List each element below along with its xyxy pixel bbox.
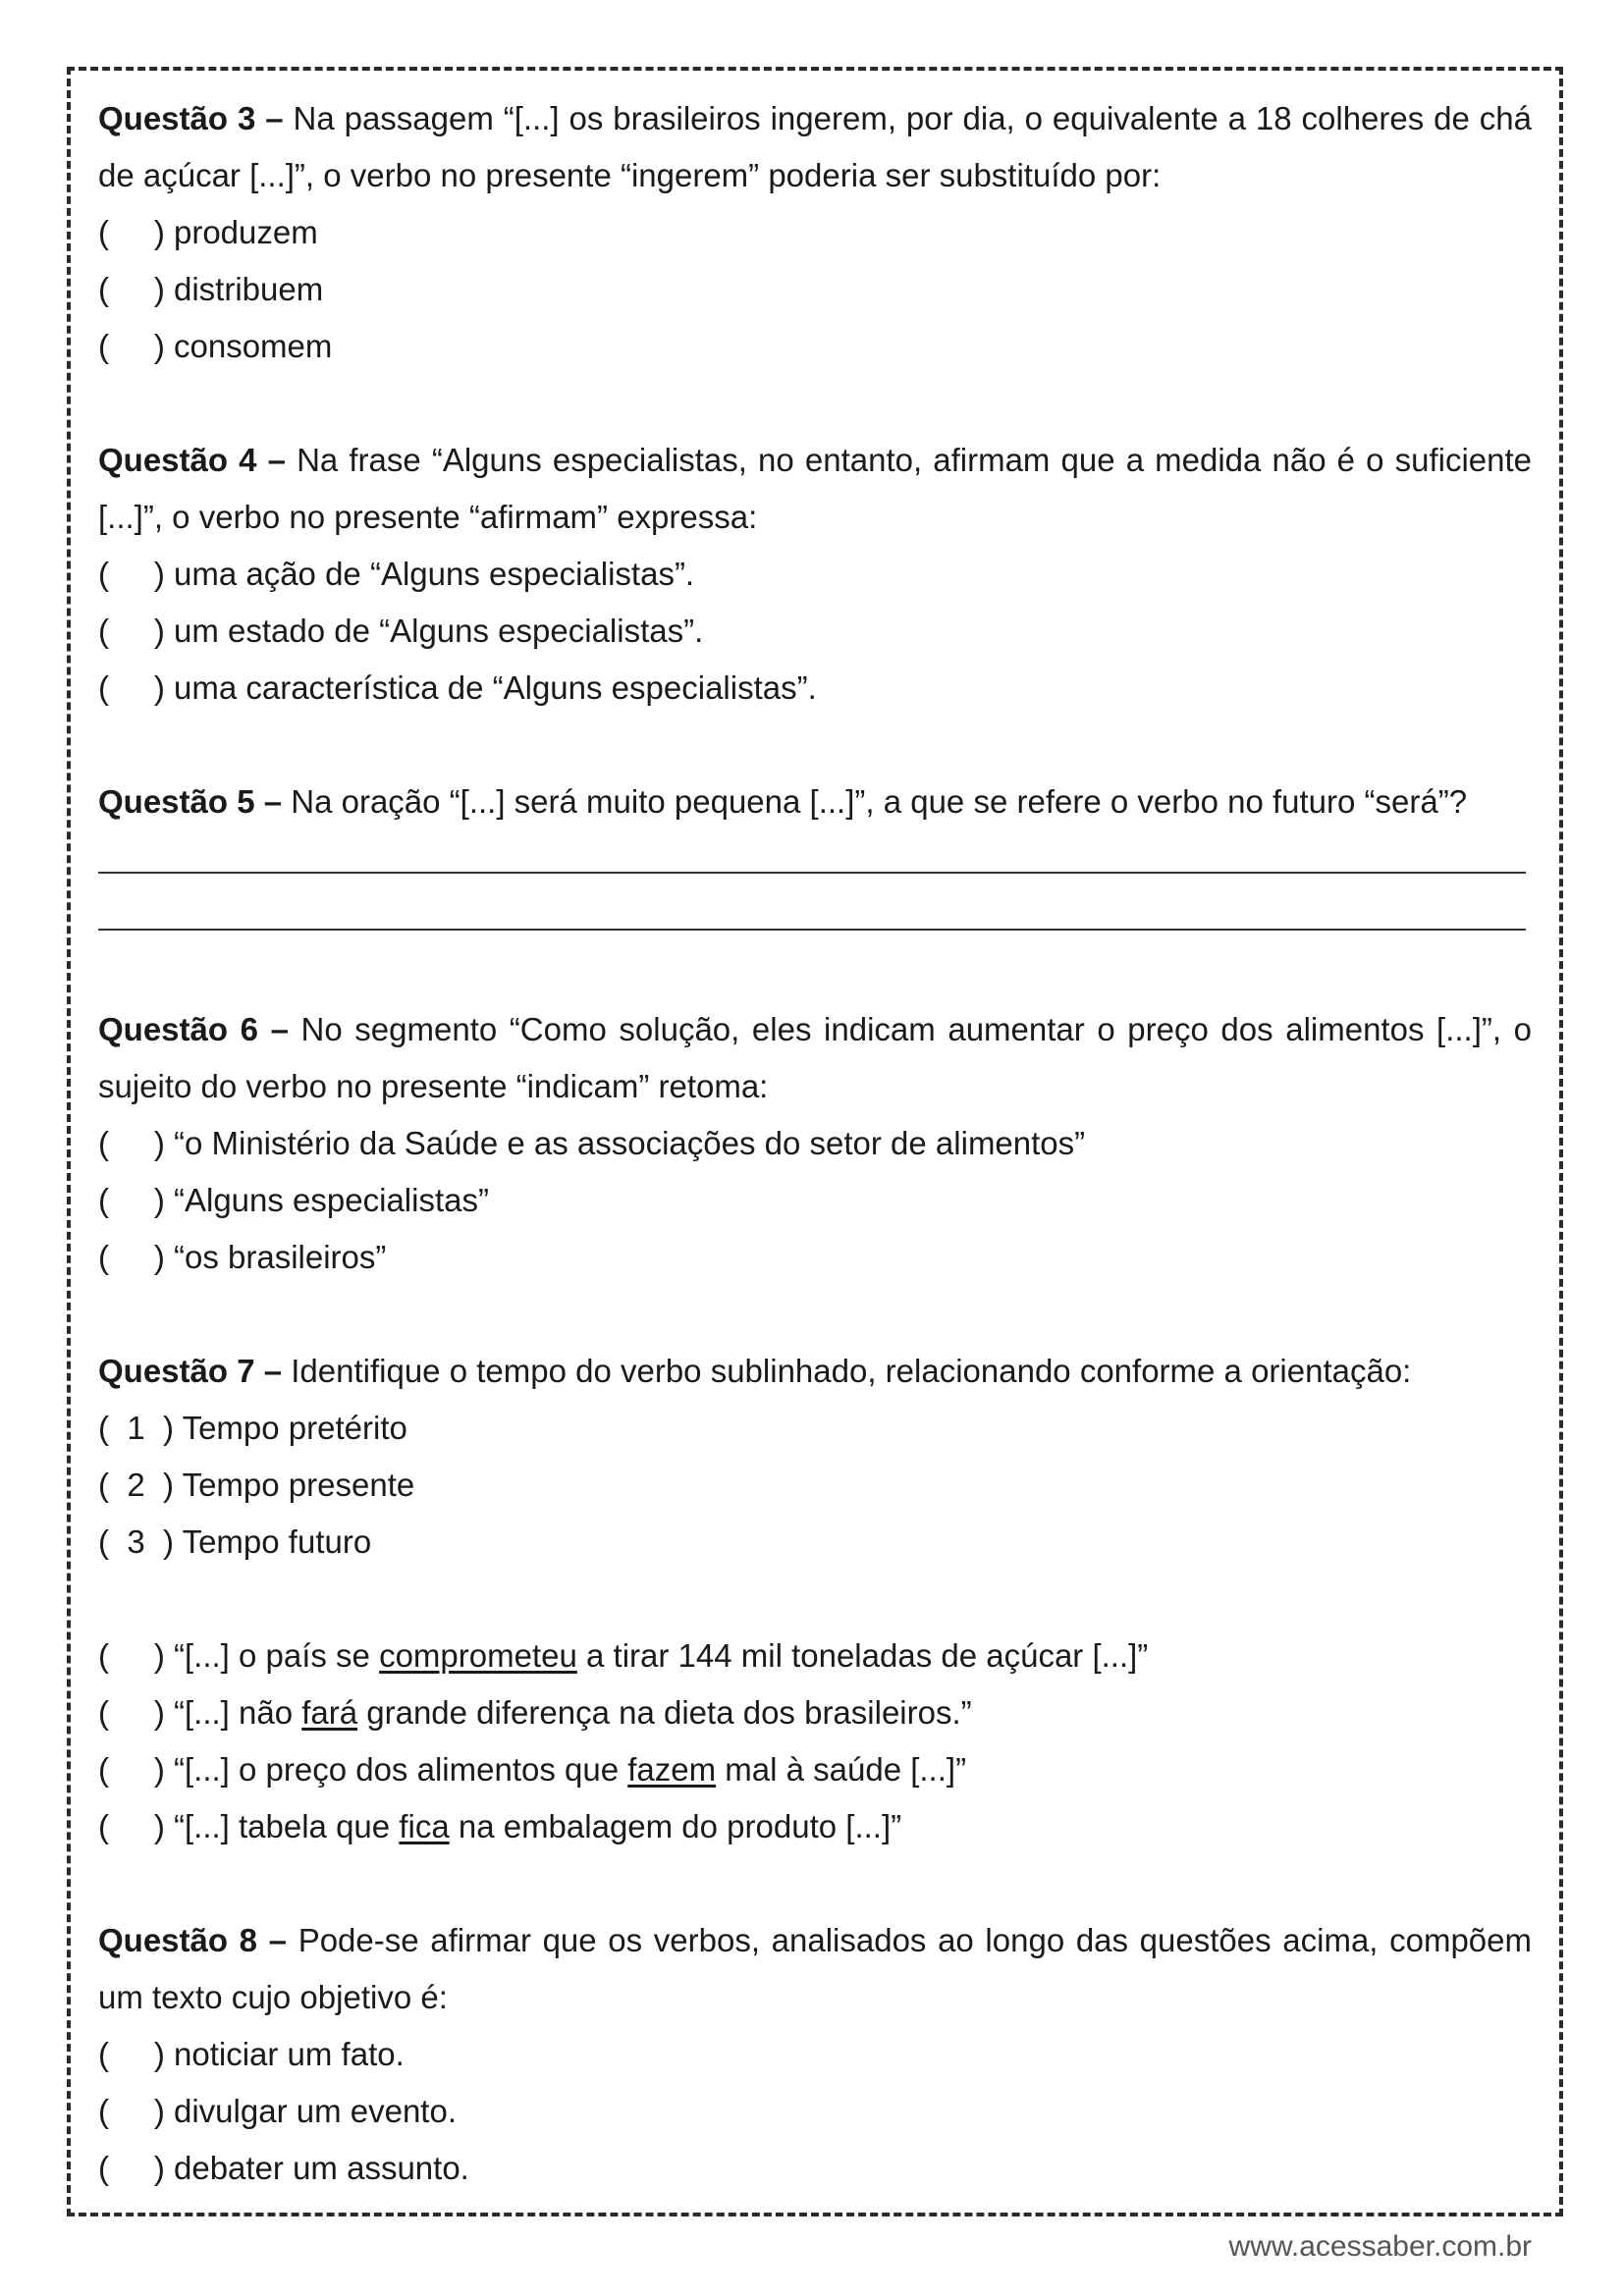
item-4-post: na embalagem do produto [...]” <box>449 1808 902 1844</box>
item-3-post: mal à saúde [...]” <box>716 1751 967 1788</box>
question-3-option-a[interactable]: ( ) produzem <box>98 214 318 250</box>
question-6-option-a[interactable]: ( ) “o Ministério da Saúde e as associações do setor de alimentos” <box>98 1125 1086 1161</box>
question-4-label: Questão 4 – <box>98 442 286 478</box>
item-1-post: a tirar 144 mil toneladas de açúcar [...]” <box>576 1637 1149 1674</box>
question-3-option-c[interactable]: ( ) consomem <box>98 328 333 364</box>
question-4-statement <box>98 432 1532 546</box>
question-7-label: Questão 7 – <box>98 1353 283 1389</box>
question-6-option-c[interactable]: ( ) “os brasileiros” <box>98 1239 387 1275</box>
question-7-key-1: ( 1 ) Tempo pretérito <box>98 1410 407 1446</box>
question-5 <box>98 774 1532 944</box>
item-1-pre: ( ) “[...] o país se <box>98 1637 380 1674</box>
question-4-option-c[interactable]: ( ) uma característica de “Alguns especialistas”. <box>98 669 817 706</box>
question-3 <box>98 90 1532 375</box>
question-7-item-4[interactable] <box>98 1798 1532 1855</box>
question-4-option-b[interactable]: ( ) um estado de “Alguns especialistas”. <box>98 613 704 649</box>
question-7-key-2: ( 2 ) Tempo presente <box>98 1467 415 1503</box>
item-3-pre: ( ) “[...] o preço dos alimentos que <box>98 1751 628 1788</box>
question-8-text: Pode-se afirmar que os verbos, analisados ao longo das questões acima, compõem um texto cujo objetivo é: <box>98 1922 1532 2015</box>
question-7-key-3: ( 3 ) Tempo futuro <box>98 1523 372 1560</box>
question-3-text: Na passagem “[...] os brasileiros ingerem, por dia, o equivalente a 18 colheres de chá de açúcar [...]”, o verbo no presente “ingerem” poderia ser substituído por: <box>98 100 1533 193</box>
question-7-text: Identifique o tempo do verbo sublinhado, relacionando conforme a orientação: <box>282 1353 1412 1389</box>
question-4-text: Na frase “Alguns especialistas, no entanto, afirmam que a medida não é o suficiente [...]”, o verbo no presente “afirmam” expressa: <box>98 442 1533 535</box>
question-6-statement <box>98 1001 1532 1115</box>
question-6-text: No segmento “Como solução, eles indicam aumentar o preço dos alimentos [...]”, o sujeito do verbo no presente “indicam” retoma: <box>98 1011 1532 1104</box>
question-7-statement <box>98 1343 1532 1400</box>
question-7-item-1[interactable] <box>98 1628 1532 1684</box>
item-4-verb: fica <box>399 1808 450 1844</box>
worksheet-content <box>98 90 1532 2197</box>
question-8-option-c[interactable]: ( ) debater um assunto. <box>98 2150 469 2186</box>
question-8-option-a[interactable]: ( ) noticiar um fato. <box>98 2036 405 2072</box>
question-7-item-2[interactable] <box>98 1684 1532 1741</box>
question-3-option-b[interactable]: ( ) distribuem <box>98 271 324 307</box>
question-5-answer-line-2[interactable] <box>98 887 1532 944</box>
question-3-statement <box>98 90 1532 204</box>
item-3-verb: fazem <box>627 1751 717 1788</box>
question-7 <box>98 1343 1532 1855</box>
question-4-option-a[interactable]: ( ) uma ação de “Alguns especialistas”. <box>98 556 695 592</box>
question-3-label: Questão 3 – <box>98 100 284 136</box>
footer-url: www.acessaber.com.br <box>1228 2230 1532 2263</box>
item-1-verb: comprometeu <box>379 1637 577 1674</box>
item-2-post: grande diferença na dieta dos brasileiros.” <box>357 1694 972 1731</box>
question-8-label: Questão 8 – <box>98 1922 288 1958</box>
question-5-label: Questão 5 – <box>98 783 283 820</box>
question-4 <box>98 432 1532 717</box>
question-5-answer-line-1[interactable] <box>98 830 1532 887</box>
item-2-pre: ( ) “[...] não <box>98 1694 302 1731</box>
item-4-pre: ( ) “[...] tabela que <box>98 1808 400 1844</box>
question-6-label: Questão 6 – <box>98 1011 289 1047</box>
question-6 <box>98 1001 1532 1286</box>
question-8-option-b[interactable]: ( ) divulgar um evento. <box>98 2093 457 2129</box>
question-8-statement <box>98 1912 1532 2026</box>
question-5-statement <box>98 774 1532 830</box>
question-7-item-3[interactable] <box>98 1741 1532 1798</box>
item-2-verb: fará <box>301 1694 358 1731</box>
question-6-option-b[interactable]: ( ) “Alguns especialistas” <box>98 1182 489 1218</box>
question-5-text: Na oração “[...] será muito pequena [...]”, a que se refere o verbo no futuro “será”? <box>282 783 1468 820</box>
question-8 <box>98 1912 1532 2197</box>
